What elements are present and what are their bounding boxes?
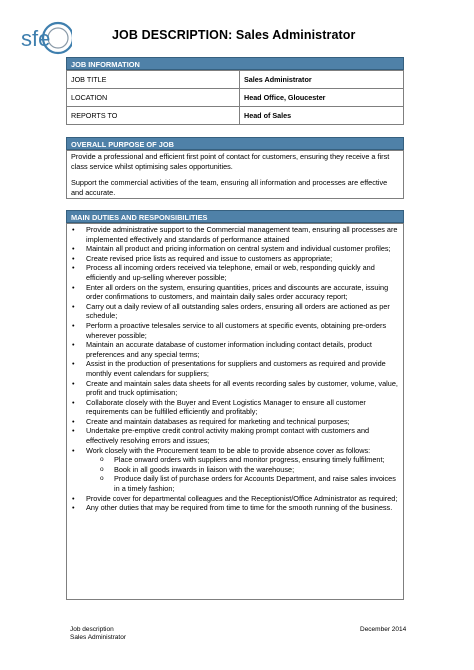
duty-text: Create revised price lists as required and issue to customers as appropriate; bbox=[86, 253, 333, 263]
bullet-icon: • bbox=[72, 253, 75, 263]
list-item bbox=[71, 398, 399, 417]
footer-doc-type: Job description bbox=[70, 626, 114, 633]
duty-text: Provide cover for departmental colleagues and the Receptionist/Office Administrator as required; bbox=[86, 493, 398, 503]
bullet-icon: • bbox=[72, 397, 75, 407]
location-label: LOCATION bbox=[67, 89, 240, 107]
purpose-box bbox=[66, 150, 404, 199]
list-item bbox=[71, 417, 399, 427]
bullet-icon: • bbox=[72, 426, 75, 436]
purpose-paragraph: Support the commercial activities of the team, ensuring all information and processes are effective and accurate. bbox=[71, 178, 388, 197]
list-item bbox=[71, 494, 399, 504]
duty-text: Enter all orders on the system, ensuring quantities, prices and discounts are accurate, issuing order confirmations to customers, and maintain daily sales order accuracy report; bbox=[86, 282, 389, 302]
sub-duty-text: Book in all goods inwards in liaison with the warehouse; bbox=[114, 464, 295, 474]
footer-date: December 2014 bbox=[360, 626, 407, 633]
footer-left bbox=[70, 626, 126, 642]
list-item bbox=[86, 474, 399, 493]
list-item bbox=[71, 283, 399, 302]
list-item bbox=[71, 340, 399, 359]
table-row bbox=[67, 71, 404, 89]
list-item bbox=[71, 321, 399, 340]
list-item bbox=[86, 455, 399, 465]
list-item bbox=[71, 302, 399, 321]
sfe-logo-icon bbox=[20, 20, 72, 56]
list-item bbox=[71, 263, 399, 282]
duty-text: Create and maintain databases as required for marketing and technical purposes; bbox=[86, 416, 350, 426]
duties-header: MAIN DUTIES AND RESPONSIBILITIES bbox=[66, 210, 404, 223]
bullet-icon: • bbox=[72, 503, 75, 513]
bullet-icon: • bbox=[72, 340, 75, 350]
bullet-icon: • bbox=[72, 282, 75, 292]
duty-text: Maintain all product and pricing information on central system and individual customer profiles; bbox=[86, 244, 391, 254]
sub-duty-text: Place onward orders with suppliers and monitor progress, ensuring timely fulfilment; bbox=[114, 455, 385, 465]
job-information-header: JOB INFORMATION bbox=[66, 57, 404, 70]
bullet-icon: • bbox=[72, 244, 75, 254]
duty-text: Process all incoming orders received via telephone, email or web, responding quickly and efficiently and up-selling wherever possible; bbox=[86, 263, 375, 282]
duty-text: Assist in the production of presentations for suppliers and customers as required and provide monthly event calendars for suppliers; bbox=[86, 359, 386, 378]
list-item bbox=[71, 225, 399, 244]
list-item bbox=[71, 379, 399, 398]
duty-text: Undertake pre-emptive credit control activity making prompt contact with customers and effectively resolving errors and issues; bbox=[86, 426, 370, 446]
purpose-paragraph: Provide a professional and efficient first point of contact for customers, ensuring they receive a first class service whilst optimising sales opportunities. bbox=[71, 152, 390, 171]
duty-text: Work closely with the Procurement team to be able to provide absence cover as follows: bbox=[86, 445, 371, 455]
reports-to-value: Head of Sales bbox=[240, 107, 404, 125]
bullet-icon: • bbox=[72, 225, 75, 234]
list-item bbox=[71, 446, 399, 494]
location-value: Head Office, Gloucester bbox=[240, 89, 404, 107]
job-information-table bbox=[66, 70, 404, 125]
duties-box bbox=[66, 223, 404, 600]
sub-bullet-icon: o bbox=[100, 465, 104, 473]
list-item bbox=[71, 503, 399, 513]
absence-cover-sublist bbox=[86, 455, 399, 493]
reports-to-label: REPORTS TO bbox=[67, 107, 240, 125]
logo-text: sfe bbox=[21, 26, 51, 51]
job-title-value: Sales Administrator bbox=[240, 71, 404, 89]
duty-text: Maintain an accurate database of customer information including contact details, product preferences and any special terms; bbox=[86, 340, 372, 359]
bullet-icon: • bbox=[72, 320, 75, 330]
company-logo bbox=[20, 20, 72, 56]
duty-text: Provide administrative support to the Commercial management team, ensuring all processes are implemented effectively and standards of performance attained bbox=[86, 225, 398, 244]
table-row bbox=[67, 107, 404, 125]
list-item bbox=[71, 426, 399, 445]
list-item bbox=[71, 244, 399, 254]
duty-text: Collaborate closely with the Buyer and Event Logistics Manager to ensure all customer requirements can be fulfilled efficiently and profitably; bbox=[86, 397, 366, 417]
table-row bbox=[67, 89, 404, 107]
sub-bullet-icon: o bbox=[100, 456, 104, 464]
bullet-icon: • bbox=[72, 416, 75, 426]
purpose-header: OVERALL PURPOSE OF JOB bbox=[66, 137, 404, 150]
sub-duty-text: Produce daily list of purchase orders for Accounts Department, and raise sales invoices in a timely fashion; bbox=[114, 474, 396, 494]
page-title: JOB DESCRIPTION: Sales Administrator bbox=[112, 28, 356, 42]
list-item bbox=[71, 359, 399, 378]
duty-text: Perform a proactive telesales service to all customers at specific events, obtaining pre-orders wherever possible; bbox=[86, 320, 387, 340]
bullet-icon: • bbox=[72, 263, 75, 273]
job-title-label: JOB TITLE bbox=[67, 71, 240, 89]
footer-role: Sales Administrator bbox=[70, 634, 126, 641]
list-item bbox=[71, 254, 399, 264]
sub-bullet-icon: o bbox=[100, 475, 104, 483]
duty-text: Carry out a daily review of all outstanding sales orders, ensuring all orders are actioned as per schedule; bbox=[86, 301, 390, 321]
duty-text: Create and maintain sales data sheets for all events recording sales by customer, volume, value, profit and truck optimisation; bbox=[86, 378, 398, 398]
duty-text: Any other duties that may be required from time to time for the smooth running of the business. bbox=[86, 503, 393, 513]
bullet-icon: • bbox=[72, 445, 75, 455]
bullet-icon: • bbox=[72, 378, 75, 388]
list-item bbox=[86, 465, 399, 475]
bullet-icon: • bbox=[72, 493, 75, 503]
duties-list bbox=[71, 225, 399, 513]
bullet-icon: • bbox=[72, 301, 75, 311]
bullet-icon: • bbox=[72, 359, 75, 369]
